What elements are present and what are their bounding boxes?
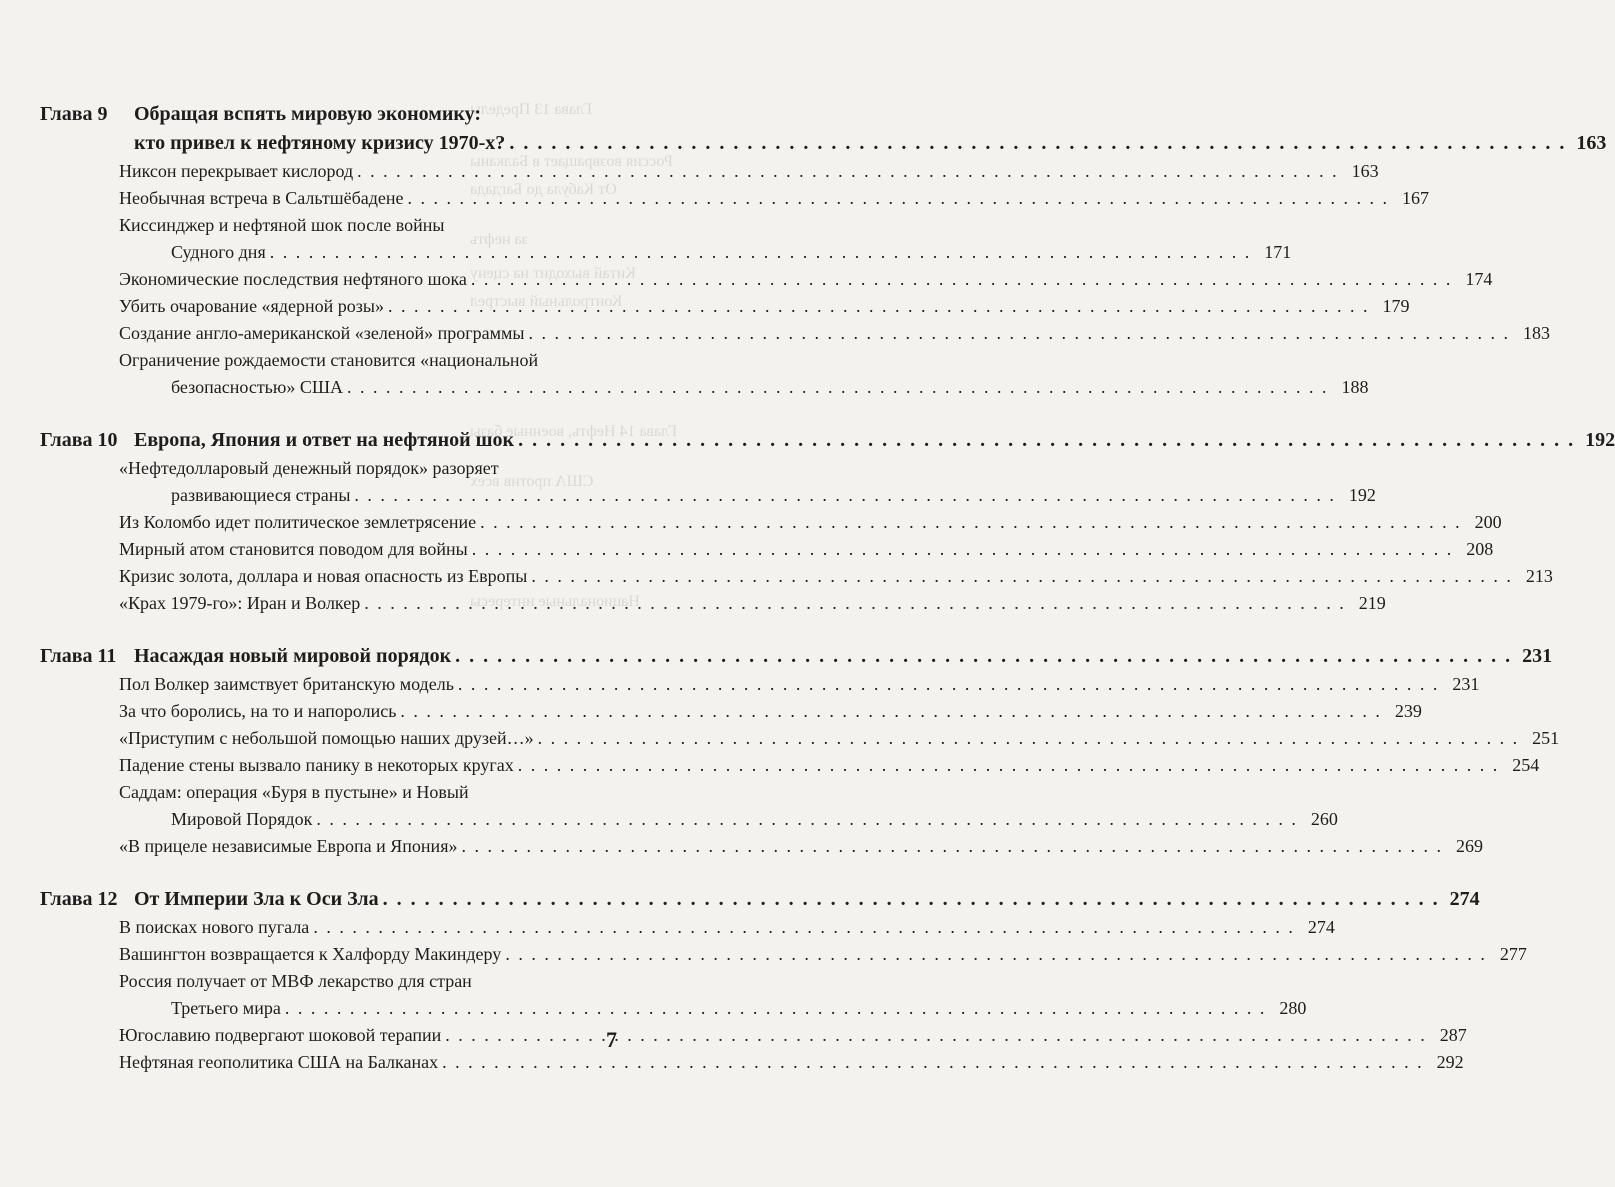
toc-entry[interactable]: [119, 158, 1379, 185]
dot-leader: [472, 536, 1454, 563]
toc-entry[interactable]: [119, 1022, 1467, 1049]
dot-leader: [316, 806, 1298, 833]
toc-entry[interactable]: [119, 941, 1527, 968]
toc-entry[interactable]: [119, 320, 1551, 347]
entry-page-number: 260: [1310, 809, 1338, 829]
entry-title: «Приступим с небольшой помощью наших друзей…»: [119, 728, 534, 748]
entry-page-number: 183: [1523, 323, 1551, 343]
page-number: 7: [606, 1027, 617, 1052]
entry-page-number: 292: [1436, 1052, 1464, 1072]
entry-title: «Крах 1979-го»: Иран и Волкер: [119, 593, 361, 613]
entry-title: За что боролись, на то и напоролись: [119, 701, 397, 721]
entry-title: Вашингтон возвращается к Халфорду Макиндеру: [119, 944, 502, 964]
entry-page-number: 231: [1452, 674, 1480, 694]
chapter-section: [40, 885, 1527, 1076]
chapter-heading[interactable]: [40, 642, 1553, 671]
entry-title: Падение стены вызвало панику в некоторых кругах: [119, 755, 514, 775]
dot-leader: [509, 129, 1566, 158]
chapter-heading[interactable]: [40, 885, 1480, 914]
entry-page-number: 200: [1474, 512, 1502, 532]
dot-leader: [364, 590, 1346, 617]
toc-entry[interactable]: [119, 752, 1540, 779]
entry-page-number: 254: [1512, 755, 1540, 775]
entry-title: Убить очарование «ядерной розы»: [119, 296, 384, 316]
toc-entry[interactable]: [119, 266, 1493, 293]
toc-entry[interactable]: [119, 185, 1430, 212]
chapter-title: От Империи Зла к Оси Зла: [134, 888, 379, 910]
entry-title: Из Коломбо идет политическое землетрясение: [119, 512, 477, 532]
entry-title: В поисках нового пугала: [119, 917, 310, 937]
entry-title: Мирный атом становится поводом для войны: [119, 539, 468, 559]
chapter-title: Обращая вспять мировую экономику:: [134, 103, 482, 125]
dot-leader: [480, 509, 1462, 536]
toc-entry[interactable]: [119, 1049, 1464, 1076]
dot-leader: [518, 426, 1575, 455]
dot-leader: [445, 1022, 1427, 1049]
toc-entry[interactable]: [119, 590, 1386, 617]
toc-entry[interactable]: [119, 725, 1560, 752]
entry-title: Судного дня: [171, 242, 266, 262]
entry-title: Ограничение рождаемости становится «национальной: [119, 350, 539, 370]
chapter-label: Глава 10: [40, 429, 118, 451]
dot-leader: [531, 563, 1513, 590]
dot-leader: [408, 185, 1390, 212]
toc-entry[interactable]: [119, 833, 1483, 860]
toc-entry[interactable]: [119, 347, 1369, 401]
entry-page-number: 192: [1348, 485, 1376, 505]
toc-entry[interactable]: [119, 536, 1494, 563]
entry-title: Югославию подвергают шоковой терапии: [119, 1025, 442, 1045]
chapter-heading[interactable]: [40, 100, 1607, 158]
dot-leader: [461, 833, 1443, 860]
entry-title: Россия получает от МВФ лекарство для стран: [119, 971, 472, 991]
dot-leader: [529, 320, 1511, 347]
chapter-label: Глава 12: [40, 888, 118, 910]
entry-page-number: 277: [1499, 944, 1527, 964]
dot-leader: [357, 158, 1339, 185]
entry-page-number: 251: [1532, 728, 1560, 748]
entry-page-number: 239: [1394, 701, 1422, 721]
chapter-page-number: 231: [1522, 645, 1553, 667]
entry-title: Мировой Порядок: [171, 809, 313, 829]
dot-leader: [471, 266, 1453, 293]
dot-leader: [400, 698, 1382, 725]
toc-entry[interactable]: [119, 779, 1338, 833]
dot-leader: [455, 642, 1512, 671]
entry-title: безопасностью» США: [171, 377, 344, 397]
chapter-section: [40, 426, 1615, 617]
dot-leader: [347, 374, 1329, 401]
entry-title: «Нефтедолларовый денежный порядок» разоряет: [119, 458, 499, 478]
entry-title: Экономические последствия нефтяного шока: [119, 269, 467, 289]
entry-title: Кризис золота, доллара и новая опасность из Европы: [119, 566, 528, 586]
entry-title: «В прицеле независимые Европа и Япония»: [119, 836, 458, 856]
entry-title: развивающиеся страны: [171, 485, 351, 505]
toc-entry[interactable]: [119, 509, 1502, 536]
entry-page-number: 213: [1525, 566, 1553, 586]
toc-entry[interactable]: [119, 698, 1422, 725]
chapter-title: Европа, Япония и ответ на нефтяной шок: [134, 429, 515, 451]
chapter-heading[interactable]: [40, 426, 1615, 455]
toc-entry[interactable]: [119, 293, 1410, 320]
dot-leader: [354, 482, 1336, 509]
toc-entry[interactable]: [119, 968, 1307, 1022]
chapter-page-number: 274: [1449, 888, 1480, 910]
entry-title: Необычная встреча в Сальтшёбадене: [119, 188, 404, 208]
chapter-title: кто привел к нефтяному кризису 1970-х?: [134, 132, 506, 154]
entry-page-number: 280: [1279, 998, 1307, 1018]
dot-leader: [285, 995, 1267, 1022]
toc-entry[interactable]: [119, 455, 1376, 509]
dot-leader: [313, 914, 1295, 941]
entry-page-number: 208: [1466, 539, 1494, 559]
chapter-label: Глава 9: [40, 103, 108, 125]
dot-leader: [270, 239, 1252, 266]
entry-title: Нефтяная геополитика США на Балканах: [119, 1052, 439, 1072]
chapter-label: Глава 11: [40, 645, 117, 667]
chapter-section: [40, 642, 1560, 860]
entry-page-number: 219: [1358, 593, 1386, 613]
entry-page-number: 269: [1455, 836, 1483, 856]
entry-page-number: 188: [1341, 377, 1369, 397]
entry-title: Третьего мира: [171, 998, 281, 1018]
dot-leader: [383, 885, 1440, 914]
chapter-title: Насаждая новый мировой порядок: [134, 645, 452, 667]
entry-page-number: 174: [1465, 269, 1493, 289]
dot-leader: [442, 1049, 1424, 1076]
entry-page-number: 287: [1439, 1025, 1467, 1045]
dot-leader: [538, 725, 1520, 752]
entry-page-number: 179: [1382, 296, 1410, 316]
dot-leader: [518, 752, 1500, 779]
chapter-page-number: 192: [1585, 429, 1615, 451]
entry-page-number: 274: [1307, 917, 1335, 937]
dot-leader: [458, 671, 1440, 698]
entry-title: Саддам: операция «Буря в пустыне» и Новый: [119, 782, 469, 802]
entry-title: Никсон перекрывает кислород: [119, 161, 354, 181]
table-of-contents: [40, 100, 1615, 1101]
entry-title: Киссинджер и нефтяной шок после войны: [119, 215, 445, 235]
chapter-page-number: 163: [1576, 132, 1607, 154]
entry-title: Создание англо-американской «зеленой» программы: [119, 323, 525, 343]
entry-title: Пол Волкер заимствует британскую модель: [119, 674, 454, 694]
dot-leader: [388, 293, 1370, 320]
bleed-through-text: Глава 13 Пределы Россия возвращает в Балканы От Кабула до Багдада за нефть Китай выходит на сцену Контрольный выстрел Глава 14 Нефть, военные базы США против всех Национальные интересы: [470, 101, 678, 610]
entry-page-number: 171: [1264, 242, 1292, 262]
toc-entry[interactable]: [119, 212, 1292, 266]
toc-entry[interactable]: [119, 563, 1553, 590]
entry-page-number: 167: [1402, 188, 1430, 208]
toc-entry[interactable]: [119, 671, 1480, 698]
dot-leader: [505, 941, 1487, 968]
toc-entry[interactable]: [119, 914, 1335, 941]
entry-page-number: 163: [1351, 161, 1379, 181]
